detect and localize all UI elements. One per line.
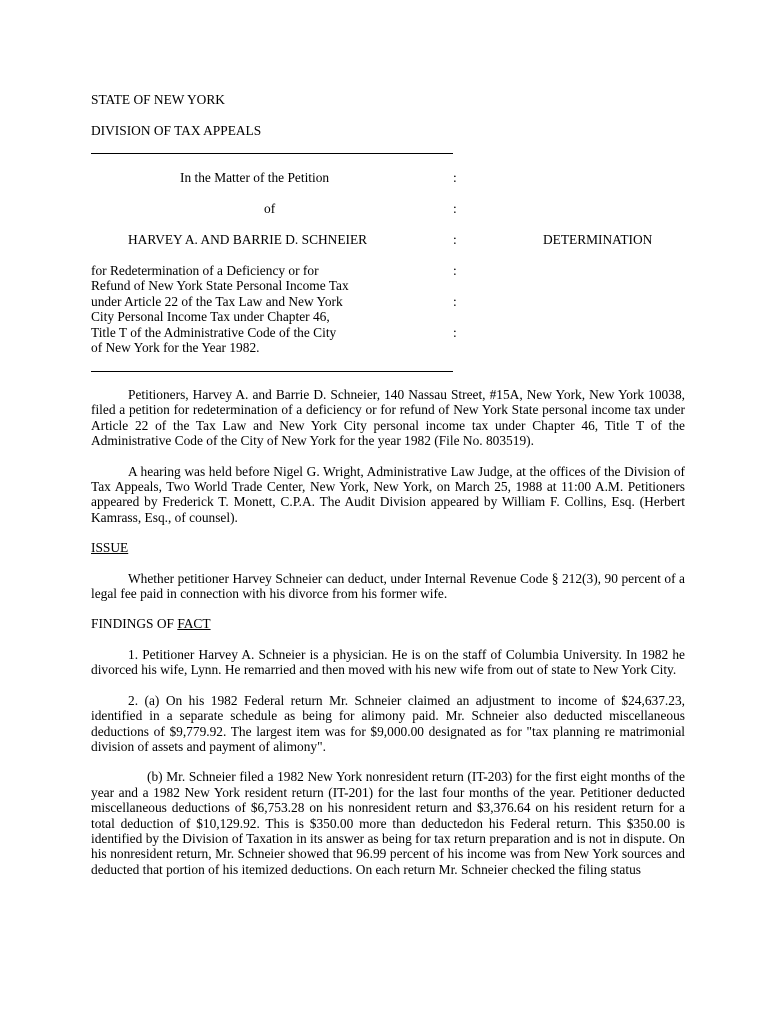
caption-colon: :: [453, 170, 457, 185]
state-heading: STATE OF NEW YORK: [91, 92, 225, 107]
finding-1: 1. Petitioner Harvey A. Schneier is a physician. He is on the staff of Columbia University. In 1982 he divorced his wife, Lynn. He remarried and then moved with his new wife from out of state to New York City.: [91, 646, 685, 678]
caption-colon: :: [453, 201, 457, 216]
findings-heading-text: FINDINGS OF: [91, 616, 178, 632]
caption-petitioners: HARVEY A. AND BARRIE D. SCHNEIER: [128, 232, 368, 247]
caption-purpose: [91, 263, 349, 355]
caption-colon: :: [453, 325, 457, 340]
caption-colon: :: [453, 263, 457, 278]
finding-2b: (b) Mr. Schneier filed a 1982 New York nonresident return (IT-203) for the first eight months of the year and a 1982 New York resident return (IT-201) for the last four months of the year. Petitioner deducted miscellaneous deductions of $6,753.28 on his nonresident return and $3,376.64 on his resident return for a total deduction of $10,129.92. This is $350.00 more than deductedon his Federal return. This $350.00 is identified by the Division of Taxation in its answer as being for tax return preparation and is not in dispute. On his nonresident return, Mr. Schneier showed that 96.99 percent of his income was from New York sources and deducted that portion of his itemized deductions. On each return Mr. Schneier checked the filing status: [91, 769, 685, 877]
finding-2a: 2. (a) On his 1982 Federal return Mr. Schneier claimed an adjustment to income of $24,637.23, identified in a separate schedule as being for alimony paid. Mr. Schneier also deducted miscellaneous deductions of $9,779.92. The largest item was for $9,000.00 designated as for "tax planning re matrimonial division of assets and payment of alimony".: [91, 692, 685, 754]
caption-purpose-line: City Personal Income Tax under Chapter 46,: [91, 309, 330, 325]
findings-heading: [91, 616, 685, 631]
petition-paragraph: Petitioners, Harvey A. and Barrie D. Schneier, 140 Nassau Street, #15A, New York, New York 10038, filed a petition for redetermination of a deficiency or for refund of New York State personal income tax under Article 22 of the Tax Law and New York City personal income tax under Chapter 46, Title T of the Administrative Code of the City of New York for the year 1982 (File No. 803519).: [91, 387, 685, 449]
findings-heading-underlined: FACT: [177, 616, 211, 632]
caption-purpose-line: Refund of New York State Personal Income Tax: [91, 278, 349, 294]
determination-title: DETERMINATION: [543, 232, 653, 247]
division-heading: DIVISION OF TAX APPEALS: [91, 123, 262, 138]
issue-heading-wrap: [91, 540, 685, 555]
caption-top-rule: [91, 153, 453, 154]
hearing-paragraph: A hearing was held before Nigel G. Wright, Administrative Law Judge, at the offices of the Division of Tax Appeals, Two World Trade Center, New York, New York, on March 25, 1988 at 11:00 A.M. Petitioners appeared by Frederick T. Monett, C.P.A. The Audit Division appeared by William F. Collins, Esq. (Herbert Kamrass, Esq., of counsel).: [91, 463, 685, 525]
caption-purpose-line: of New York for the Year 1982.: [91, 340, 260, 356]
caption-colon: :: [453, 294, 457, 309]
caption-of: of: [264, 201, 276, 216]
caption-purpose-line: Title T of the Administrative Code of the City: [91, 324, 337, 340]
caption-matter: In the Matter of the Petition: [180, 170, 330, 185]
issue-heading: ISSUE: [91, 540, 129, 556]
caption-bottom-rule: [91, 371, 453, 372]
caption-purpose-line: under Article 22 of the Tax Law and New York: [91, 293, 343, 309]
caption-colon: :: [453, 232, 457, 247]
body: [91, 387, 685, 877]
issue-paragraph: Whether petitioner Harvey Schneier can deduct, under Internal Revenue Code § 212(3), 90 percent of a legal fee paid in connection with his divorce from his former wife.: [91, 570, 685, 602]
caption-purpose-line: for Redetermination of a Deficiency or for: [91, 263, 319, 278]
